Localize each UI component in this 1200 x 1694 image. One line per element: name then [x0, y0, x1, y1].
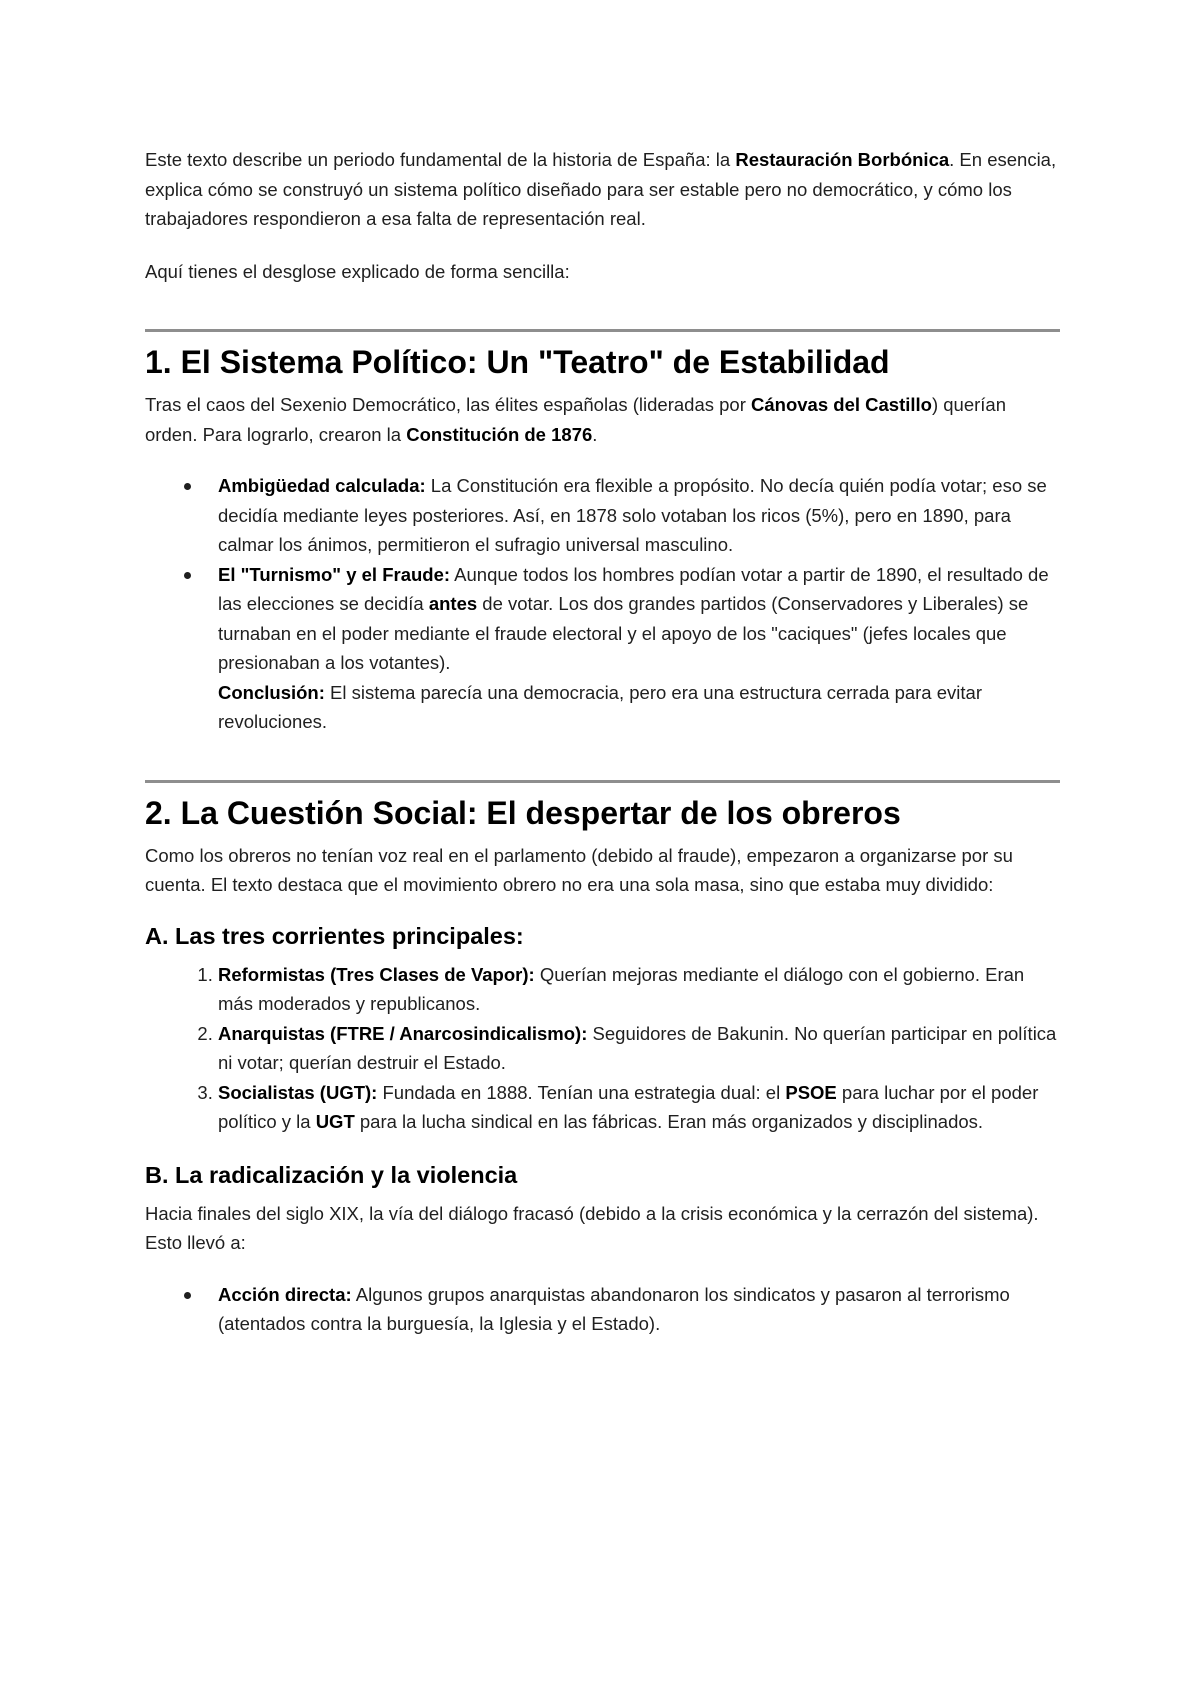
bold-term: Reformistas (Tres Clases de Vapor): — [218, 963, 535, 985]
divider — [145, 329, 1060, 332]
text: La Constitución era flexible a propósito. No decía quién podía votar; eso se decidía mediante leyes posteriores. Así, en 1878 solo votaban los ricos (5%), pero en 1890, para calmar los ánimos, permitieron el sufragio universal masculino. — [218, 475, 1047, 555]
text: Querían mejoras mediante el diálogo con el gobierno. Eran más moderados y republicanos. — [218, 963, 1025, 1014]
divider — [145, 780, 1060, 783]
section-1-heading: 1. El Sistema Político: Un "Teatro" de Estabilidad — [145, 344, 890, 380]
list-item — [218, 1280, 1060, 1339]
intro-paragraph-2: Aquí tienes el desglose explicado de forma sencilla: — [145, 260, 570, 282]
subsection-b-heading: B. La radicalización y la violencia — [145, 1161, 518, 1188]
bold-term: Cánovas del Castillo — [751, 394, 932, 415]
text: Seguidores de Bakunin. No querían participar en política ni votar; querían destruir el Estado. — [218, 1022, 1057, 1073]
bold-term: Acción directa: — [218, 1283, 352, 1305]
list-item — [218, 1019, 1060, 1078]
text: Algunos grupos anarquistas abandonaron los sindicatos y pasaron al terrorismo (atentados contra la burguesía, la Iglesia y el Estado). — [218, 1283, 1010, 1334]
subsection-b-paragraph: Hacia finales del siglo XIX, la vía del diálogo fracasó (debido a la crisis económica y la cerrazón del sistema). Esto llevó a: — [145, 1202, 1039, 1253]
text: Este texto describe un periodo fundamental de la historia de España: la — [145, 149, 736, 170]
text: . — [592, 423, 598, 445]
list-item — [218, 560, 1060, 737]
text: Fundada en 1888. Tenían una estrategia dual: el — [377, 1081, 786, 1103]
text: de votar. Los dos grandes partidos (Conservadores y Liberales) se turnaban en el poder mediante el fraude electoral y el apoyo de los "caciques" (jefes locales que presionaban a los votantes). — [218, 593, 1029, 673]
text: El sistema parecía una democracia, pero era una estructura cerrada para evitar revoluciones. — [218, 681, 982, 732]
section-2-paragraph: Como los obreros no tenían voz real en el parlamento (debido al fraude), empezaron a organizarse por su cuenta. El texto destaca que el movimiento obrero no era una sola masa, sino que estaba muy dividido: — [145, 844, 1013, 895]
document-page — [145, 0, 1060, 1339]
text: . En esencia, explica cómo se construyó un sistema político diseñado para ser estable pero no democrático, y cómo los trabajadores respondieron a esa falta de representación real. — [145, 149, 1057, 229]
currents-list — [145, 960, 1060, 1137]
section-1-bullets — [145, 471, 1060, 737]
bold-term: El "Turnismo" y el Fraude: — [218, 563, 451, 585]
list-item — [218, 960, 1060, 1019]
subsection-b-bullets — [145, 1280, 1060, 1339]
text: Tras el caos del Sexenio Democrático, las élites españolas (lideradas por — [145, 394, 752, 415]
section-2-heading: 2. La Cuestión Social: El despertar de los obreros — [145, 794, 901, 831]
text: para luchar por el poder político y la — [218, 1081, 1039, 1132]
bold-term: Constitución de 1876 — [406, 423, 593, 445]
bold-term: Anarquistas (FTRE / Anarcosindicalismo): — [218, 1022, 588, 1044]
bold-term: PSOE — [785, 1081, 837, 1103]
text: ) querían orden. Para lograrlo, crearon la — [145, 394, 1007, 445]
bold-term: Restauración Borbónica — [735, 149, 950, 170]
intro-paragraph — [145, 145, 1060, 234]
bold-term: UGT — [315, 1111, 355, 1132]
bold-term: antes — [428, 593, 478, 614]
bold-term: Socialistas (UGT): — [218, 1081, 378, 1103]
bold-term: Conclusión: — [218, 681, 325, 703]
list-item — [218, 1078, 1060, 1137]
bold-term: Ambigüedad calculada: — [218, 475, 426, 496]
section-1-paragraph — [145, 390, 1060, 449]
subsection-a-heading: A. Las tres corrientes principales: — [145, 922, 524, 949]
text: Aunque todos los hombres podían votar a partir de 1890, el resultado de las elecciones se decidía — [218, 563, 1049, 614]
text: para la lucha sindical en las fábricas. Eran más organizados y disciplinados. — [354, 1111, 984, 1132]
list-item — [218, 471, 1060, 560]
